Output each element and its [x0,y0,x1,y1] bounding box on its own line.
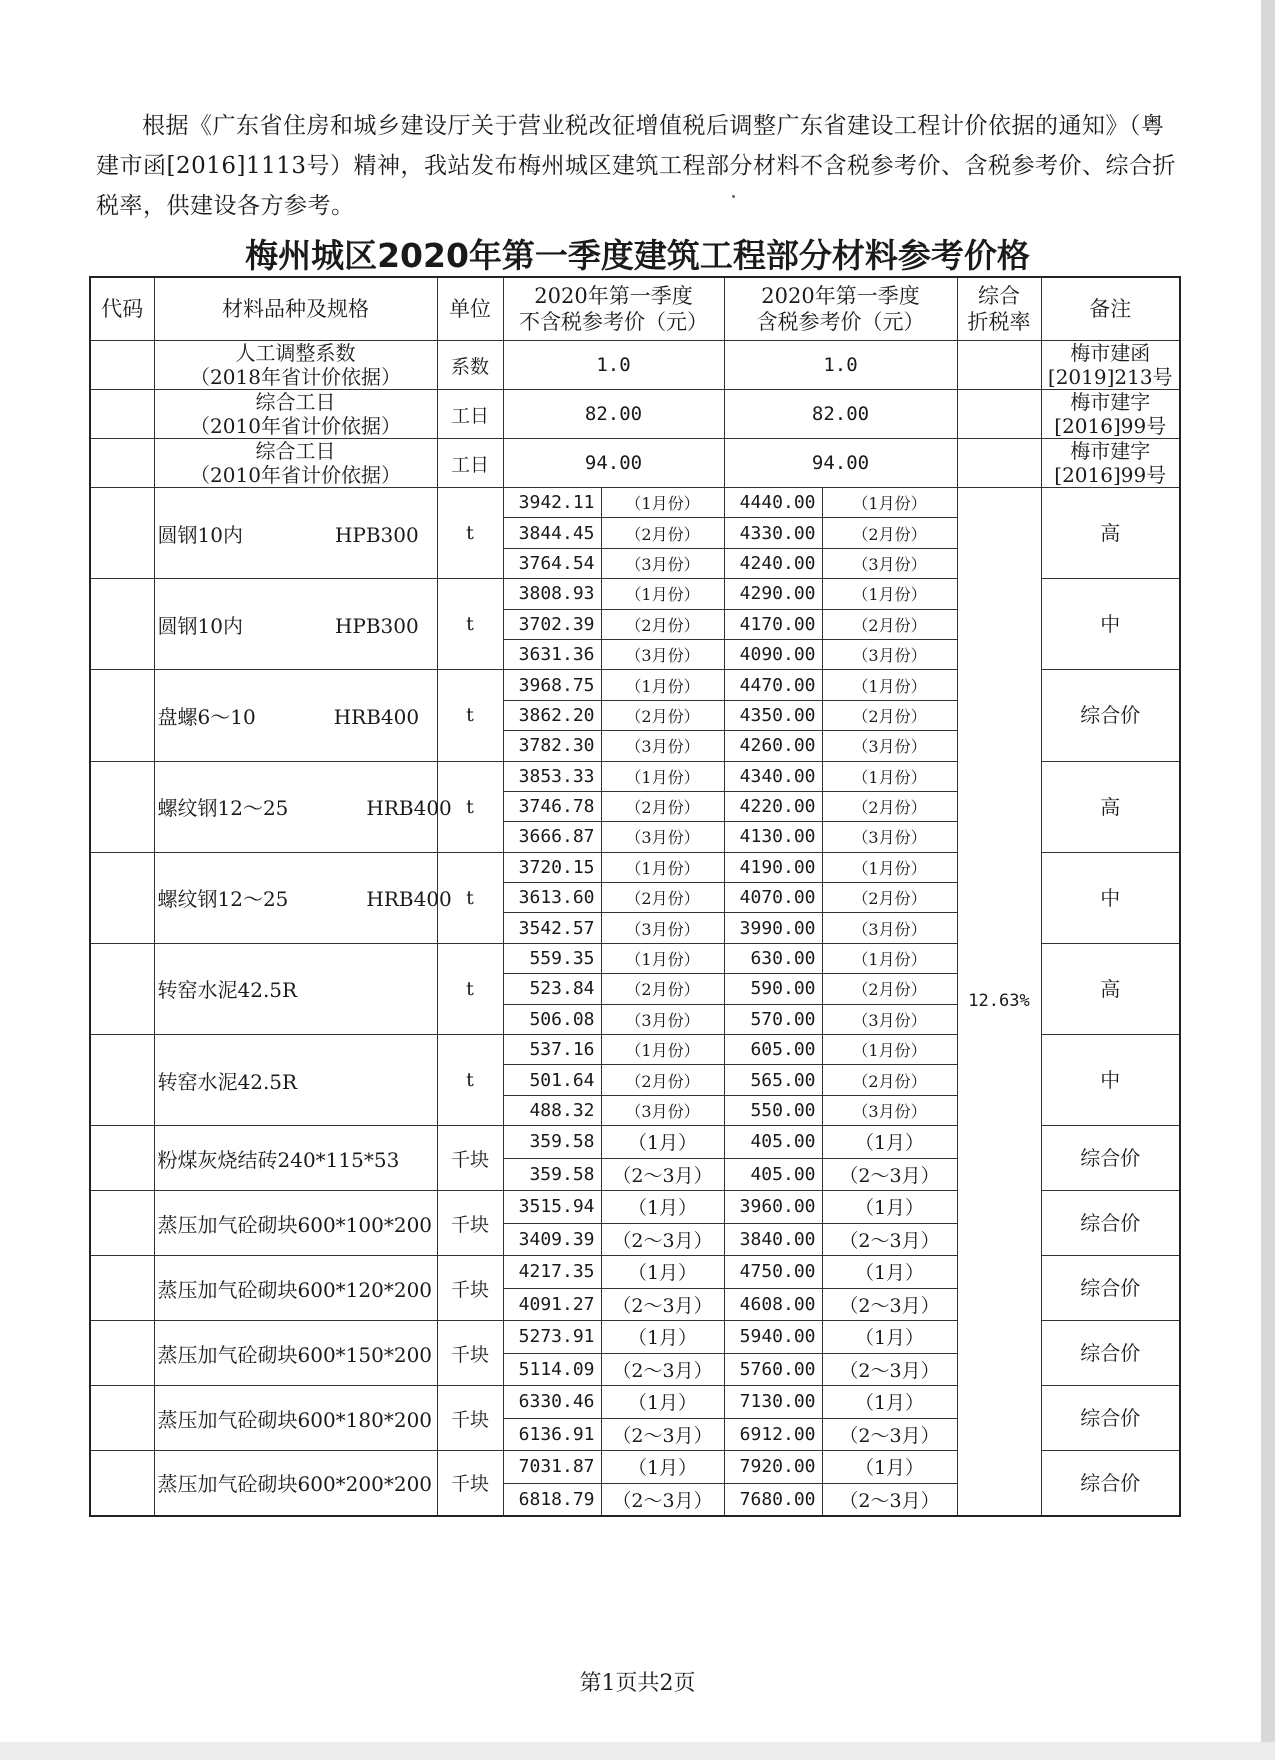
rate-cell [957,439,1041,488]
incl-period-cell: （3月份） [822,822,957,852]
header-rate-line2: 折税率 [967,310,1031,334]
excl-price-cell: 501.64 [503,1065,601,1095]
code-cell [90,1386,154,1451]
code-cell [90,1451,154,1516]
excl-period-cell: （2～3月） [601,1418,724,1451]
incl-price-cell: 7130.00 [724,1386,822,1419]
excl-period-cell: （1月） [601,1126,724,1159]
note-cell [1041,341,1180,390]
document-title: 梅州城区2020年第一季度建筑工程部分材料参考价格 [245,236,1030,275]
rate-cell [957,390,1041,439]
excl-price-cell: 5114.09 [503,1353,601,1386]
note-line1: 梅市建函 [1070,341,1151,365]
incl-price-cell: 4608.00 [724,1288,822,1321]
incl-price-cell: 1.0 [724,341,957,390]
header-material: 材料品种及规格 [154,277,437,341]
material-name: 蒸压加气砼砌块600*120*200 [157,1277,433,1302]
incl-period-cell: （1月） [822,1126,957,1159]
code-cell [90,1035,154,1126]
excl-price-cell: 6330.46 [503,1386,601,1419]
incl-period-cell: （2月份） [822,883,957,913]
incl-price-cell: 4440.00 [724,488,822,518]
excl-price-cell: 4217.35 [503,1256,601,1289]
excl-price-cell: 3702.39 [503,609,601,639]
incl-price-cell: 4350.00 [724,700,822,730]
incl-period-cell: （1月份） [822,488,957,518]
incl-price-cell: 590.00 [724,974,822,1004]
note-cell: 中 [1041,1035,1180,1126]
incl-period-cell: （1月份） [822,579,957,609]
unit-cell: t [437,1035,503,1126]
excl-period-cell: （1月） [601,1321,724,1354]
material-spec: HRB400 [333,704,420,729]
excl-price-cell: 3746.78 [503,791,601,821]
incl-price-cell: 6912.00 [724,1418,822,1451]
material-name: 蒸压加气砼砌块600*200*200 [157,1472,433,1497]
excl-price-cell: 3942.11 [503,488,601,518]
material-spec: HPB300 [334,613,419,638]
incl-period-cell: （3月份） [822,639,957,669]
excl-period-cell: （2～3月） [601,1288,724,1321]
excl-period-cell: （3月份） [601,731,724,761]
material-name-cell [154,1386,437,1451]
page-number: 第1页共2页 [579,1671,696,1696]
excl-period-cell: （2月份） [601,700,724,730]
excl-period-cell: （1月） [601,1191,724,1224]
material-name-cell [154,943,437,1034]
rate-cell [957,341,1041,390]
material-name-cell [154,1035,437,1126]
incl-price-cell: 5940.00 [724,1321,822,1354]
code-cell [90,390,154,439]
incl-period-cell: （1月） [822,1386,957,1419]
note-cell: 综合价 [1041,670,1180,761]
unit-cell: t [437,943,503,1034]
incl-period-cell: （1月份） [822,1035,957,1065]
incl-price-cell: 630.00 [724,943,822,973]
composite-rate-cell: 12.63% [957,488,1041,1516]
header-rate-line1: 综合 [978,284,1020,308]
incl-price-cell: 82.00 [724,390,957,439]
header-excl-tax-line1: 2020年第一季度 [534,284,693,308]
note-cell [1041,439,1180,488]
excl-period-cell: （1月） [601,1386,724,1419]
excl-period-cell: （2～3月） [601,1223,724,1256]
incl-period-cell: （2～3月） [822,1418,957,1451]
incl-period-cell: （2月份） [822,791,957,821]
material-name-line1: 人工调整系数 [235,341,356,365]
incl-period-cell: （1月份） [822,761,957,791]
material-name: 蒸压加气砼砌块600*180*200 [157,1407,433,1432]
excl-price-cell: 359.58 [503,1158,601,1191]
note-cell: 中 [1041,852,1180,943]
incl-period-cell: （2月份） [822,518,957,548]
incl-price-cell: 4260.00 [724,731,822,761]
incl-period-cell: （2～3月） [822,1158,957,1191]
material-name-cell [154,852,452,943]
excl-price-cell: 3968.75 [503,670,601,700]
excl-price-cell: 94.00 [503,439,724,488]
code-cell [90,852,154,943]
excl-price-cell: 3720.15 [503,852,601,882]
excl-period-cell: （1月份） [601,670,724,700]
excl-period-cell: （2月份） [601,974,724,1004]
unit-cell: t [437,852,503,943]
incl-price-cell: 4750.00 [724,1256,822,1289]
excl-period-cell: （2～3月） [601,1353,724,1386]
incl-period-cell: （2月份） [822,609,957,639]
material-name-cell [154,1191,437,1256]
code-cell [90,488,154,579]
material-name: 圆钢10内 [157,613,243,638]
excl-period-cell: （1月） [601,1451,724,1484]
unit-cell: 千块 [437,1451,503,1516]
incl-price-cell: 4330.00 [724,518,822,548]
header-rate [957,277,1041,341]
unit-cell: 工日 [437,390,503,439]
material-name-cell [154,1256,437,1321]
material-name-line2: （2010年省计价依据） [190,414,401,438]
excl-price-cell: 6818.79 [503,1483,601,1516]
material-name: 蒸压加气砼砌块600*150*200 [157,1342,433,1367]
incl-price-cell: 4070.00 [724,883,822,913]
table-body [90,341,1180,1516]
code-cell [90,1191,154,1256]
incl-price-cell: 4130.00 [724,822,822,852]
excl-price-cell: 488.32 [503,1095,601,1125]
material-name-cell [154,1451,437,1516]
basic-row [90,341,1180,390]
incl-period-cell: （2～3月） [822,1223,957,1256]
note-cell: 综合价 [1041,1451,1180,1516]
header-unit: 单位 [437,277,503,341]
incl-period-cell: （1月份） [822,670,957,700]
material-name: 转窑水泥42.5R [157,1069,298,1094]
incl-period-cell: （2月份） [822,974,957,1004]
header-incl-tax [724,277,957,341]
incl-price-cell: 3960.00 [724,1191,822,1224]
excl-price-cell: 359.58 [503,1126,601,1159]
excl-period-cell: （2～3月） [601,1158,724,1191]
excl-price-cell: 3409.39 [503,1223,601,1256]
excl-period-cell: （2月份） [601,609,724,639]
material-name-cell [154,1126,437,1191]
material-name: 螺纹钢12～25 [157,887,289,912]
excl-price-cell: 6136.91 [503,1418,601,1451]
note-cell: 高 [1041,943,1180,1034]
material-name-cell [154,390,437,439]
excl-price-cell: 4091.27 [503,1288,601,1321]
excl-price-cell: 3515.94 [503,1191,601,1224]
incl-period-cell: （3月份） [822,548,957,578]
material-name-cell [154,341,437,390]
incl-period-cell: （2～3月） [822,1288,957,1321]
material-name-cell [154,439,437,488]
incl-price-cell: 550.00 [724,1095,822,1125]
excl-period-cell: （3月份） [601,1095,724,1125]
excl-price-cell: 1.0 [503,341,724,390]
incl-price-cell: 4090.00 [724,639,822,669]
unit-cell: t [437,579,503,670]
material-spec: HPB300 [334,522,419,547]
incl-price-cell: 4470.00 [724,670,822,700]
excl-price-cell: 559.35 [503,943,601,973]
excl-price-cell: 3782.30 [503,731,601,761]
incl-period-cell: （3月份） [822,731,957,761]
excl-price-cell: 3666.87 [503,822,601,852]
unit-cell: t [437,670,503,761]
excl-period-cell: （2月份） [601,518,724,548]
incl-period-cell: （3月份） [822,913,957,943]
excl-price-cell: 3853.33 [503,761,601,791]
material-name-cell [154,1321,437,1386]
code-cell [90,1256,154,1321]
incl-price-cell: 4170.00 [724,609,822,639]
code-cell [90,761,154,852]
incl-price-cell: 565.00 [724,1065,822,1095]
material-name-cell [154,488,437,579]
incl-price-cell: 7680.00 [724,1483,822,1516]
incl-price-cell: 605.00 [724,1035,822,1065]
header-incl-tax-line2: 含税参考价（元） [756,310,925,334]
note-line1: 梅市建字 [1070,390,1151,414]
unit-cell: 千块 [437,1321,503,1386]
note-cell: 综合价 [1041,1191,1180,1256]
table-header-row [90,277,1180,341]
incl-period-cell: （1月份） [822,943,957,973]
excl-period-cell: （3月份） [601,639,724,669]
incl-price-cell: 4290.00 [724,579,822,609]
unit-cell: 千块 [437,1191,503,1256]
incl-price-cell: 4240.00 [724,548,822,578]
note-cell: 综合价 [1041,1126,1180,1191]
code-cell [90,670,154,761]
header-excl-tax-line2: 不含税参考价（元） [519,310,708,334]
excl-price-cell: 523.84 [503,974,601,1004]
material-spec: HRB400 [366,796,452,821]
code-cell [90,579,154,670]
note-cell: 综合价 [1041,1321,1180,1386]
excl-period-cell: （1月份） [601,488,724,518]
header-incl-tax-line1: 2020年第一季度 [761,284,920,308]
material-name-line2: （2018年省计价依据） [190,365,401,389]
material-name: 转窑水泥42.5R [157,978,298,1003]
incl-price-cell: 3990.00 [724,913,822,943]
excl-period-cell: （2～3月） [601,1483,724,1516]
code-cell [90,341,154,390]
unit-cell: 千块 [437,1386,503,1451]
incl-price-cell: 405.00 [724,1126,822,1159]
incl-period-cell: （1月） [822,1451,957,1484]
incl-price-cell: 94.00 [724,439,957,488]
incl-period-cell: （3月份） [822,1095,957,1125]
unit-cell: t [437,488,503,579]
incl-price-cell: 7920.00 [724,1451,822,1484]
material-name-line2: （2010年省计价依据） [190,463,401,487]
incl-price-cell: 4340.00 [724,761,822,791]
excl-price-cell: 82.00 [503,390,724,439]
intro-paragraph: 根据《广东省住房和城乡建设厅关于营业税改征增值税后调整广东省建设工程计价依据的通知》（粤建市函[2016]1113号）精神，我站发布梅州城区建筑工程部分材料不含税参考价、含税参考价、综合折税率，供建设各方参考。 [96,113,1177,219]
excl-price-cell: 5273.91 [503,1321,601,1354]
note-line2: [2016]99号 [1054,414,1167,438]
material-spec: HRB400 [366,887,452,912]
scan-speck [732,195,735,198]
material-name: 盘螺6～10 [157,704,256,729]
excl-period-cell: （3月份） [601,822,724,852]
excl-price-cell: 3808.93 [503,579,601,609]
excl-period-cell: （2月份） [601,791,724,821]
incl-price-cell: 3840.00 [724,1223,822,1256]
incl-period-cell: （2～3月） [822,1353,957,1386]
header-code: 代码 [90,277,154,341]
excl-price-cell: 3862.20 [503,700,601,730]
incl-period-cell: （2月份） [822,700,957,730]
material-name: 粉煤灰烧结砖240*115*53 [157,1147,400,1172]
unit-cell: 系数 [437,341,503,390]
header-note: 备注 [1041,277,1180,341]
note-line2: [2016]99号 [1054,463,1167,487]
incl-period-cell: （1月） [822,1321,957,1354]
material-name-line1: 综合工日 [255,439,336,463]
note-cell: 综合价 [1041,1256,1180,1321]
excl-period-cell: （3月份） [601,1004,724,1034]
basic-row [90,390,1180,439]
excl-price-cell: 3613.60 [503,883,601,913]
material-name-cell [154,670,437,761]
excl-period-cell: （2月份） [601,883,724,913]
excl-period-cell: （3月份） [601,913,724,943]
note-line2: [2019]213号 [1047,365,1173,389]
excl-period-cell: （1月份） [601,1035,724,1065]
incl-period-cell: （1月份） [822,852,957,882]
note-cell: 高 [1041,761,1180,852]
excl-period-cell: （1月份） [601,761,724,791]
unit-cell: 千块 [437,1256,503,1321]
note-cell: 中 [1041,579,1180,670]
note-cell [1041,390,1180,439]
material-name-line1: 综合工日 [255,390,336,414]
price-table [89,276,1181,1517]
incl-price-cell: 5760.00 [724,1353,822,1386]
excl-price-cell: 3844.45 [503,518,601,548]
code-cell [90,439,154,488]
basic-row [90,439,1180,488]
excl-period-cell: （2月份） [601,1065,724,1095]
excl-period-cell: （1月份） [601,579,724,609]
incl-price-cell: 570.00 [724,1004,822,1034]
material-name: 蒸压加气砼砌块600*100*200 [157,1212,433,1237]
code-cell [90,1126,154,1191]
note-cell: 高 [1041,488,1180,579]
material-name: 螺纹钢12～25 [157,796,289,821]
incl-price-cell: 4220.00 [724,791,822,821]
excl-price-cell: 7031.87 [503,1451,601,1484]
incl-period-cell: （2月份） [822,1065,957,1095]
excl-price-cell: 3631.36 [503,639,601,669]
incl-price-cell: 4190.00 [724,852,822,882]
incl-period-cell: （3月份） [822,1004,957,1034]
incl-period-cell: （1月） [822,1256,957,1289]
header-excl-tax [503,277,724,341]
excl-period-cell: （1月） [601,1256,724,1289]
excl-price-cell: 506.08 [503,1004,601,1034]
material-name-cell [154,579,437,670]
excl-price-cell: 3542.57 [503,913,601,943]
code-cell [90,1321,154,1386]
note-line1: 梅市建字 [1070,439,1151,463]
unit-cell: t [437,761,503,852]
incl-price-cell: 405.00 [724,1158,822,1191]
excl-period-cell: （3月份） [601,548,724,578]
unit-cell: 千块 [437,1126,503,1191]
incl-period-cell: （2～3月） [822,1483,957,1516]
code-cell [90,943,154,1034]
excl-period-cell: （1月份） [601,852,724,882]
excl-price-cell: 537.16 [503,1035,601,1065]
price-row [90,488,1180,518]
excl-price-cell: 3764.54 [503,548,601,578]
scan-bottom-edge [0,1742,1275,1760]
material-name-cell [154,761,452,852]
incl-period-cell: （1月） [822,1191,957,1224]
note-cell: 综合价 [1041,1386,1180,1451]
excl-period-cell: （1月份） [601,943,724,973]
unit-cell: 工日 [437,439,503,488]
material-name: 圆钢10内 [157,522,243,547]
